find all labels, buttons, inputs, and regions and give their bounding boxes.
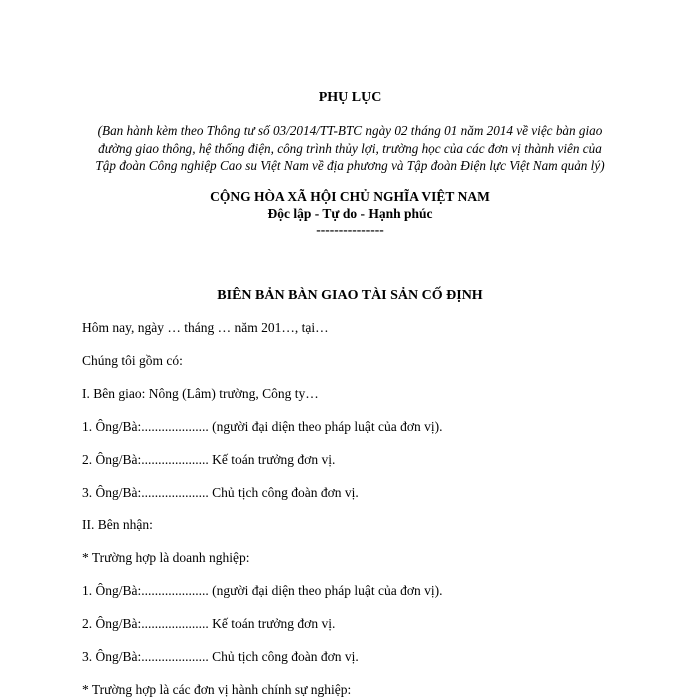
date-line: Hôm nay, ngày … tháng … năm 201…, tại… bbox=[82, 320, 329, 335]
subtitle-line: Tập đoàn Công nghiệp Cao su Việt Nam về địa phương và Tập đoàn Điện lực Việt Nam quản lý) bbox=[95, 158, 605, 173]
receiving-party-member: 2. Ông/Bà:.................... Kế toán trưởng đơn vị. bbox=[82, 616, 336, 631]
subtitle-line: (Ban hành kèm theo Thông tư số 03/2014/TT-BTC ngày 02 tháng 01 năm 2014 về việc bàn giao bbox=[97, 123, 603, 138]
receiving-party-member: 3. Ông/Bà:.................... Chủ tịch công đoàn đơn vị. bbox=[82, 649, 359, 664]
enterprise-case-heading: * Trường hợp là doanh nghiệp: bbox=[82, 550, 250, 565]
participants-intro: Chúng tôi gồm có: bbox=[82, 353, 183, 368]
national-motto: Độc lập - Tự do - Hạnh phúc bbox=[267, 206, 433, 221]
national-title: CỘNG HÒA XÃ HỘI CHỦ NGHĨA VIỆT NAM bbox=[210, 189, 490, 204]
handing-party-member: 2. Ông/Bà:.................... Kế toán trưởng đơn vị. bbox=[82, 452, 336, 467]
handing-party-heading: I. Bên giao: Nông (Lâm) trường, Công ty… bbox=[82, 386, 319, 401]
handing-party-member: 1. Ông/Bà:.................... (người đại diện theo pháp luật của đơn vị). bbox=[82, 419, 443, 434]
appendix-title: PHỤ LỤC bbox=[318, 90, 382, 105]
administrative-case-heading: * Trường hợp là các đơn vị hành chính sự nghiệp: bbox=[82, 682, 352, 697]
subtitle-line: đường giao thông, hệ thống điện, công trình thủy lợi, trường học của các đơn vị thành viên của bbox=[98, 140, 602, 156]
handing-party-member: 3. Ông/Bà:.................... Chủ tịch công đoàn đơn vị. bbox=[82, 485, 359, 500]
separator-dashes: --------------- bbox=[316, 222, 384, 237]
appendix-subtitle bbox=[0, 122, 700, 175]
document-title: BIÊN BẢN BÀN GIAO TÀI SẢN CỐ ĐỊNH bbox=[217, 288, 483, 303]
receiving-party-member: 1. Ông/Bà:.................... (người đại diện theo pháp luật của đơn vị). bbox=[82, 583, 443, 598]
receiving-party-heading: II. Bên nhận: bbox=[82, 517, 153, 532]
